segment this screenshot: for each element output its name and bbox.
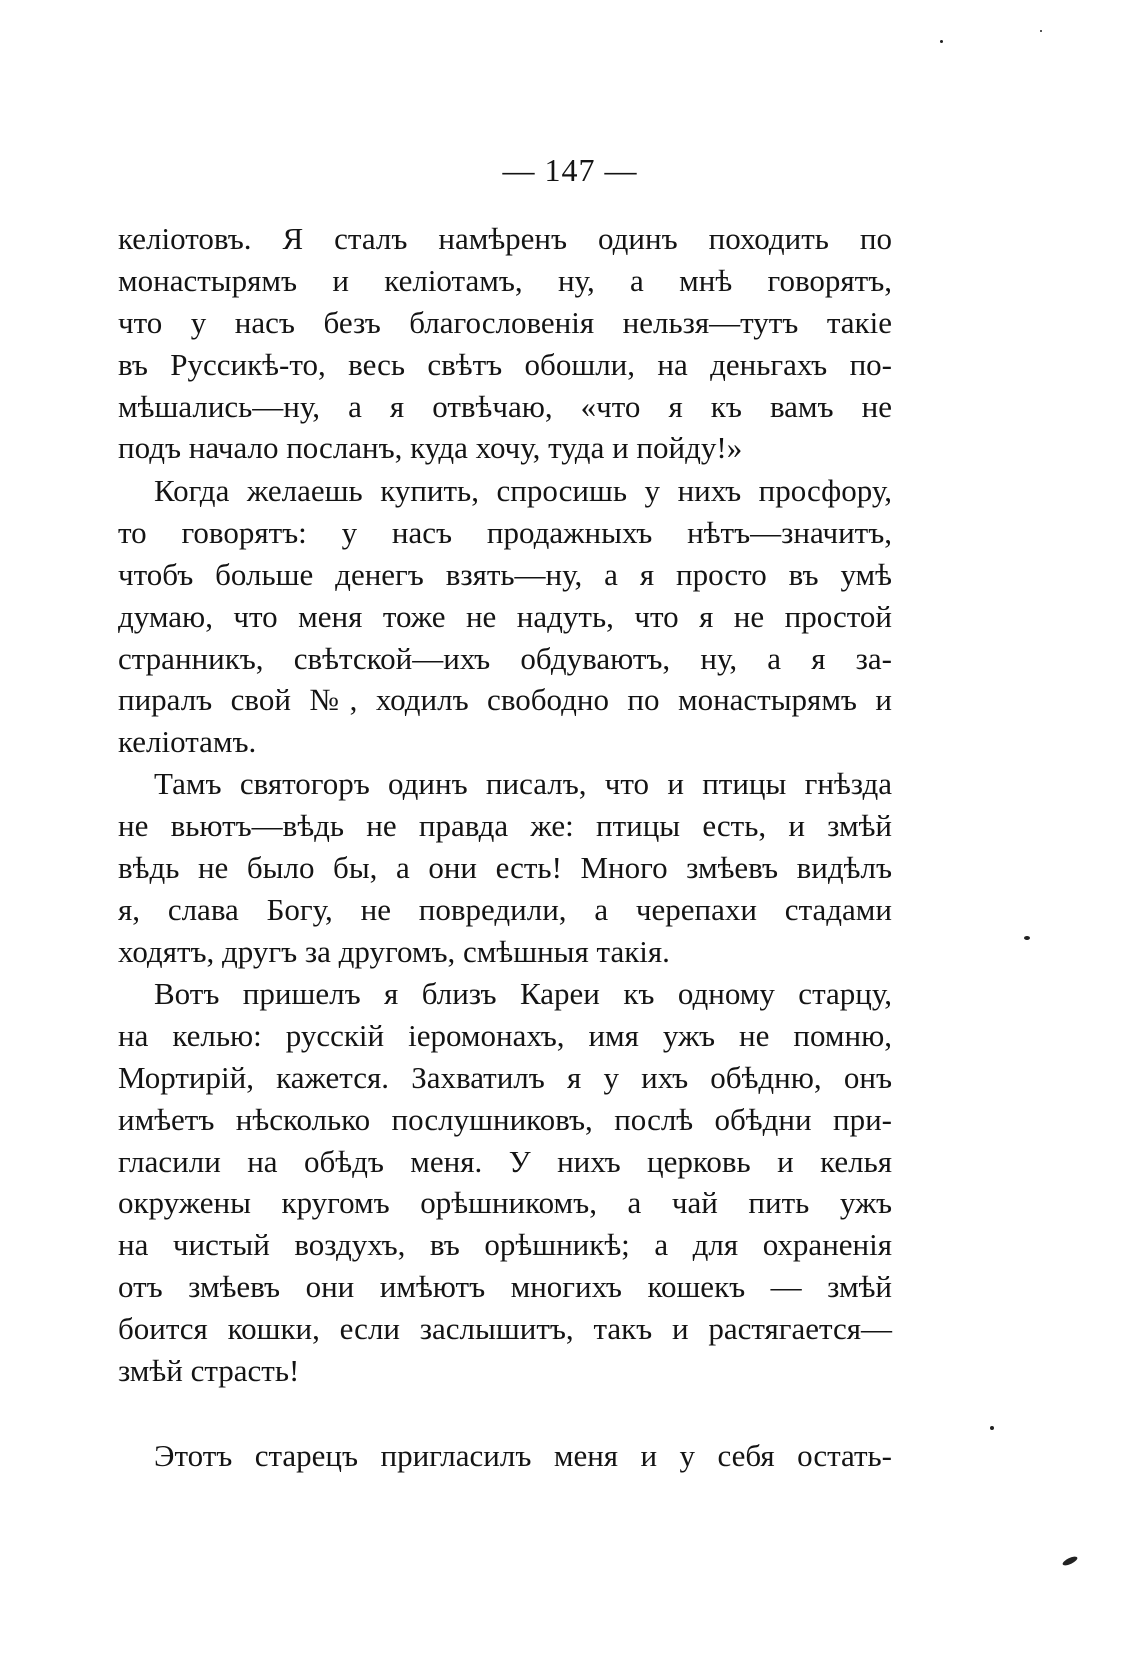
- text-line: мѣшались—ну, а я отвѣчаю, «что я къ вамъ не: [118, 388, 892, 424]
- text-line: въ Руссикѣ-то, весь свѣтъ обошли, на деньгахъ по-: [118, 346, 892, 382]
- text-line: гласили на обѣдъ меня. У нихъ церковь и келья: [118, 1143, 892, 1179]
- paragraph-2: [118, 470, 892, 763]
- text-line: боится кошки, если заслышитъ, такъ и растягается—: [118, 1311, 892, 1347]
- ink-speck: [940, 40, 943, 43]
- text-line: вѣдь не было бы, а они есть! Много змѣевъ видѣлъ: [118, 849, 892, 885]
- text-line: келiотовъ. Я сталъ намѣренъ одинъ походить по: [118, 221, 892, 256]
- text-line: Тамъ святогоръ одинъ писалъ, что и птицы гнѣзда: [154, 766, 892, 801]
- text-line: что у насъ безъ благословенiя нельзя—тутъ такiе: [118, 304, 892, 340]
- ink-speck: [1024, 936, 1030, 940]
- paragraph-1: [118, 218, 892, 469]
- page-number: — 147 —: [502, 152, 638, 188]
- text-line: я, слава Богу, не повредили, а черепахи стадами: [118, 891, 892, 927]
- text-line: на чистый воздухъ, въ орѣшникѣ; а для охраненiя: [118, 1227, 892, 1263]
- text-line: окружены кругомъ орѣшникомъ, а чай пить ужъ: [118, 1185, 892, 1221]
- text-line: подъ начало посланъ, куда хочу, туда и пойду!»: [118, 430, 743, 466]
- text-line: не вьютъ—вѣдь не правда же: птицы есть, и змѣй: [118, 807, 892, 843]
- ink-speck: [1040, 30, 1042, 32]
- paragraph-4: [118, 973, 892, 1392]
- text-line: на келью: русскiй iеромонахъ, имя ужъ не помню,: [118, 1017, 892, 1053]
- text-line: чтобъ больше денегъ взять—ну, а я просто въ умѣ: [118, 556, 892, 592]
- text-line: Этотъ старецъ пригласилъ меня и у себя остать-: [154, 1438, 892, 1473]
- text-line: то говорятъ: у насъ продажныхъ нѣтъ—значитъ,: [118, 514, 892, 550]
- paragraph-5: [118, 1435, 892, 1477]
- text-line: пиралъ свой №, ходилъ свободно по монастырямъ и: [118, 682, 892, 718]
- text-line: Мортирiй, кажется. Захватилъ я у ихъ обѣдню, онъ: [118, 1059, 892, 1095]
- text-line: Когда желаешь купить, спросишь у нихъ просфору,: [154, 473, 892, 508]
- text-line: змѣй страсть!: [118, 1353, 300, 1389]
- text-line: отъ змѣевъ они имѣютъ многихъ кошекъ — змѣй: [118, 1269, 892, 1305]
- text-line: ходятъ, другъ за другомъ, смѣшныя такiя.: [118, 933, 670, 969]
- text-line: странникъ, свѣтской—ихъ обдуваютъ, ну, а я за-: [118, 640, 892, 676]
- text-line: Вотъ пришелъ я близъ Кареи къ одному старцу,: [154, 976, 892, 1011]
- text-line: келiотамъ.: [118, 724, 257, 760]
- text-line: монастырямъ и келiотамъ, ну, а мнѣ говорятъ,: [118, 262, 892, 298]
- text-line: думаю, что меня тоже не надуть, что я не простой: [118, 598, 892, 634]
- text-line: имѣетъ нѣсколько послушниковъ, послѣ обѣдни при-: [118, 1101, 892, 1137]
- paragraph-3: [118, 763, 892, 972]
- ink-speck: [990, 1426, 994, 1430]
- ink-speck: [1061, 1555, 1078, 1567]
